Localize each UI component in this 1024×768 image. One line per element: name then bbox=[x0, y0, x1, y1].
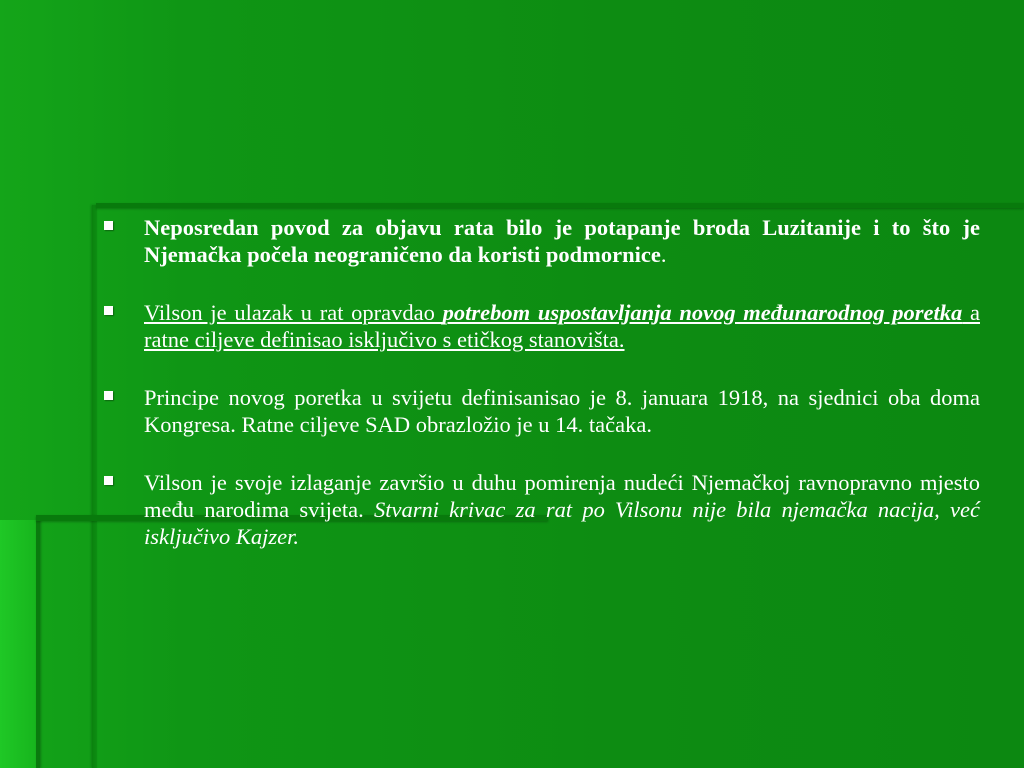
square-bullet-icon bbox=[104, 221, 113, 230]
bullet-text: Vilson je svoje izlaganje završio u duhu pomirenja nudeći Njemačkoj ravnopravno mjesto među narodima svijeta. bbox=[144, 470, 980, 522]
bullet-item bbox=[102, 384, 980, 438]
bullet-item bbox=[102, 299, 980, 353]
decorative-line bbox=[36, 518, 40, 768]
bullet-text: Neposredan povod za objavu rata bilo je potapanje broda Luzitanije i to što je Njemačka počela neograničeno da koristi podmornice bbox=[144, 215, 980, 267]
decorative-bar bbox=[0, 520, 36, 768]
bullet-text-emphasis: potrebom uspostavljanja novog međunarodnog poretka bbox=[442, 300, 963, 325]
bullet-item bbox=[102, 214, 980, 268]
square-bullet-icon bbox=[104, 391, 113, 400]
slide-content bbox=[102, 214, 980, 581]
bullet-text: Principe novog poretka u svijetu definisanisao je 8. januara 1918, na sjednici oba doma Kongresa. Ratne ciljeve SAD obrazložio je u 14. tačaka. bbox=[144, 385, 980, 437]
decorative-line bbox=[96, 203, 1024, 208]
decorative-line bbox=[92, 205, 97, 768]
square-bullet-icon bbox=[104, 476, 113, 485]
bullet-text: Vilson je ulazak u rat opravdao bbox=[144, 300, 443, 325]
square-bullet-icon bbox=[104, 306, 113, 315]
bullet-item bbox=[102, 469, 980, 550]
bullet-text: . bbox=[660, 242, 667, 267]
bullet-text: a ratne ciljeve definisao isključivo s etičkog stanovišta. bbox=[144, 300, 980, 352]
bullet-text-emphasis: Stvarni krivac za rat po Vilsonu nije bila njemačka nacija, već isključivo Kajzer. bbox=[144, 497, 980, 549]
